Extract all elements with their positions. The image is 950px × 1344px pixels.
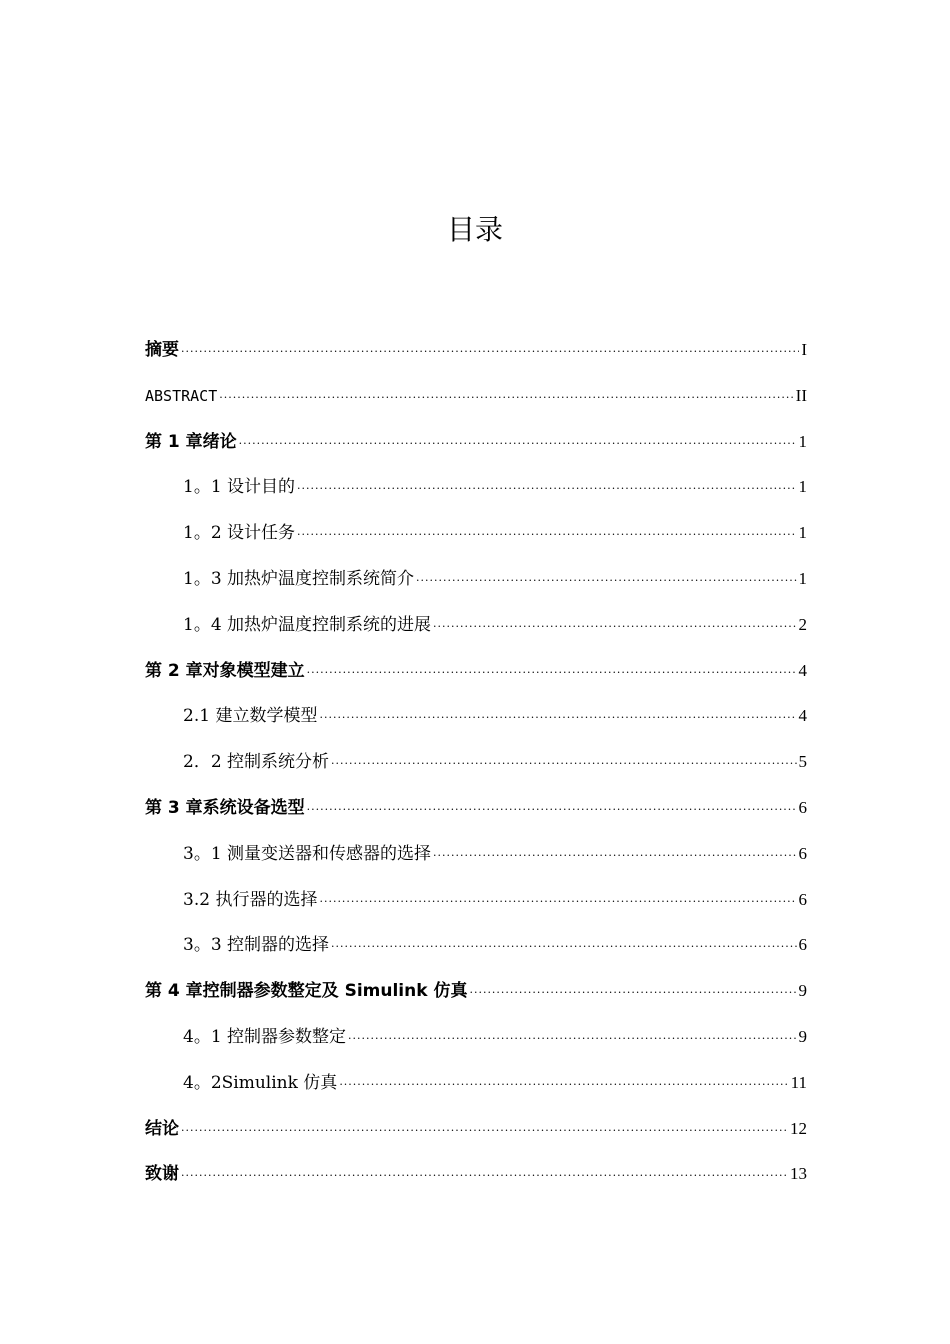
toc-entry-page: 6	[798, 889, 807, 909]
toc-entry[interactable]	[145, 419, 807, 465]
toc-entry[interactable]	[145, 1060, 807, 1106]
dot-leader	[319, 879, 796, 925]
toc-entry-label: 致谢	[145, 1164, 179, 1185]
toc-entry-page: 1	[798, 523, 807, 543]
toc-entry-label: 4。1 控制器参数整定	[183, 1026, 347, 1047]
toc-entry-label: 3。1 测量变送器和传感器的选择	[183, 843, 432, 864]
toc-entry-label: 第 3 章系统设备选型	[145, 797, 305, 818]
toc-entry-label: 第 1 章绪论	[145, 431, 237, 452]
dot-leader	[297, 512, 796, 558]
toc-entry[interactable]	[145, 1014, 807, 1060]
toc-entry-label: 2．2 控制系统分析	[183, 752, 330, 773]
toc-entry-page: 13	[790, 1164, 807, 1184]
dot-leader	[339, 1062, 788, 1108]
toc-entry-label: 1。3 加热炉温度控制系统简介	[183, 568, 415, 589]
toc-entry-label: 2.1 建立数学模型	[183, 706, 318, 727]
toc-entry-page: 6	[798, 935, 807, 955]
toc-entry[interactable]	[145, 1151, 807, 1197]
toc-entry-page: I	[801, 340, 807, 359]
toc-entry[interactable]	[145, 510, 807, 556]
toc-entry-label: 第 4 章控制器参数整定及 Simulink 仿真	[145, 981, 468, 1002]
dot-leader	[219, 375, 793, 421]
toc-entry-label: ABSTRACT	[145, 386, 218, 405]
toc-entry[interactable]	[145, 1106, 807, 1152]
toc-entry-page: 4	[798, 706, 807, 726]
toc-entry[interactable]	[145, 739, 807, 785]
dot-leader	[181, 1108, 788, 1154]
toc-entry-page: 6	[798, 797, 807, 817]
toc-entry[interactable]	[145, 877, 807, 923]
toc-entry-page: 1	[798, 568, 807, 588]
toc-entry-page: 9	[798, 1026, 807, 1046]
dot-leader	[433, 604, 796, 650]
toc-entry-label: 1。1 设计目的	[183, 477, 296, 498]
toc-entry-page: 6	[798, 843, 807, 863]
dot-leader	[297, 466, 796, 512]
dot-leader	[416, 558, 796, 604]
toc-entry[interactable]	[145, 327, 807, 373]
toc-entry[interactable]	[145, 648, 807, 694]
toc-entry-label: 摘要	[145, 340, 179, 360]
dot-leader	[331, 741, 796, 787]
dot-leader	[239, 421, 797, 467]
toc-entry-page: 12	[790, 1118, 807, 1138]
dot-leader	[181, 1153, 788, 1199]
toc-list	[145, 327, 807, 1197]
toc-entry-page: 5	[798, 752, 807, 772]
toc-entry[interactable]	[145, 922, 807, 968]
toc-entry[interactable]	[145, 464, 807, 510]
dot-leader	[307, 650, 797, 696]
toc-entry-page: 11	[790, 1072, 807, 1092]
toc-entry[interactable]	[145, 602, 807, 648]
toc-entry-label: 第 2 章对象模型建立	[145, 660, 305, 681]
toc-entry-page: 2	[798, 614, 807, 634]
toc-entry[interactable]	[145, 785, 807, 831]
dot-leader	[469, 970, 796, 1016]
dot-leader	[331, 924, 796, 970]
toc-entry[interactable]	[145, 831, 807, 877]
dot-leader	[307, 787, 797, 833]
toc-entry-page: II	[795, 385, 807, 405]
dot-leader	[181, 329, 799, 375]
toc-title: 目录	[446, 213, 503, 246]
toc-entry[interactable]	[145, 693, 807, 739]
toc-entry-page: 1	[798, 477, 807, 497]
dot-leader	[319, 695, 796, 741]
toc-entry-label: 结论	[145, 1118, 179, 1139]
toc-entry-label: 4。2Simulink 仿真	[183, 1072, 338, 1093]
toc-entry-label: 1。4 加热炉温度控制系统的进展	[183, 614, 432, 635]
toc-entry-label: 3。3 控制器的选择	[183, 935, 330, 956]
toc-entry-page: 1	[798, 431, 807, 451]
toc-entry-page: 4	[798, 660, 807, 680]
toc-entry[interactable]	[145, 556, 807, 602]
toc-entry-page: 9	[798, 981, 807, 1001]
toc-entry[interactable]	[145, 373, 807, 419]
dot-leader	[433, 833, 796, 879]
toc-entry-label: 3.2 执行器的选择	[183, 889, 318, 910]
toc-entry[interactable]	[145, 968, 807, 1014]
toc-entry-label: 1。2 设计任务	[183, 523, 296, 544]
dot-leader	[348, 1016, 796, 1062]
